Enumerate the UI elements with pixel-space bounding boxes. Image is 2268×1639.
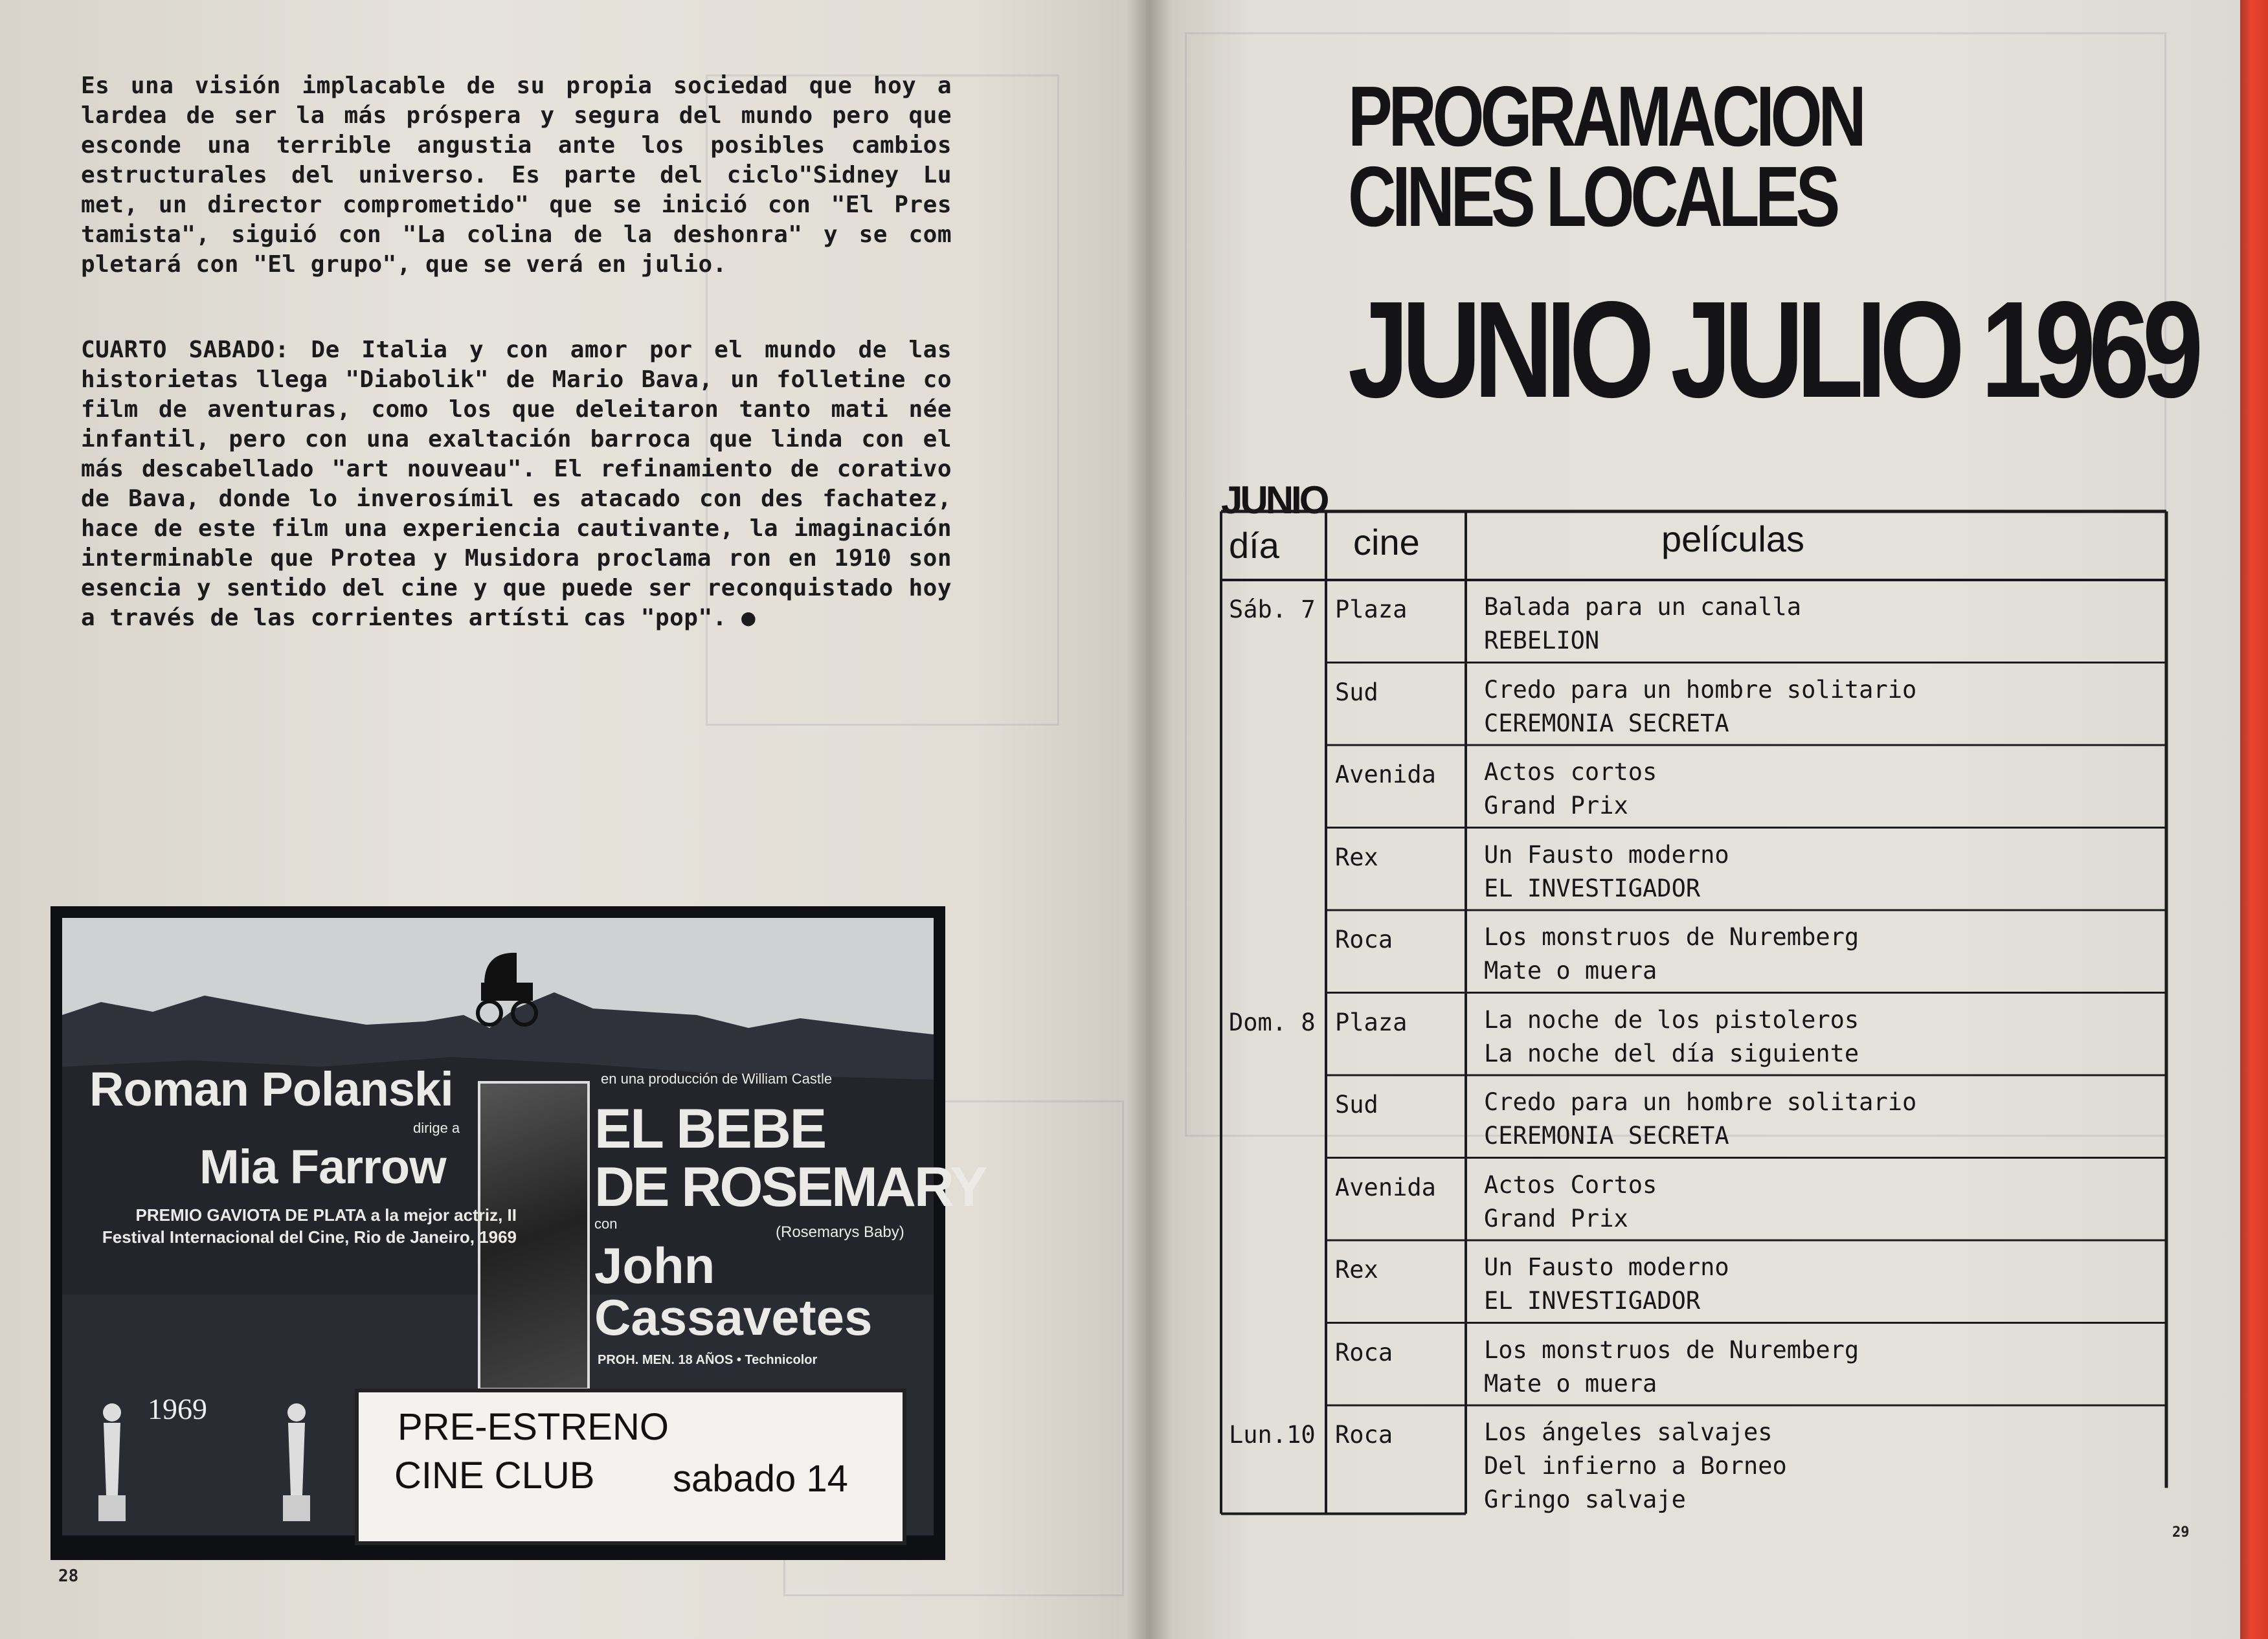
film-title: Actos cortos [1484,758,1657,786]
poster-with-label: con [594,1216,618,1232]
schedule-films [1484,590,1801,658]
schedule-cinema: Rex [1335,843,1378,871]
date-range-title: JUNIO JULIO 1969 [1348,273,2197,426]
schedule-cinema: Roca [1335,926,1393,953]
statuette-icon [274,1398,319,1528]
film-title: Del infierno a Borneo [1484,1452,1787,1480]
poster-award: PREMIO GAVIOTA DE PLATA a la mejor actriz, II Festival Internacional del Cine, Rio de Janeiro, 1969 [102,1205,517,1247]
schedule-films [1484,1003,1859,1071]
poster-original-title: (Rosemarys Baby) [776,1223,904,1241]
baby-carriage-icon [471,945,543,1029]
schedule-day: Dom. 8 [1229,1008,1316,1036]
schedule-cinema: Rex [1335,1256,1378,1284]
back-cover-edge [2240,0,2268,1639]
statuette-icon [89,1398,135,1528]
header-day: día [1229,525,1279,566]
book-gutter [1127,0,1172,1639]
poster-director: Roman Polanski [89,1062,453,1116]
film-title: EL INVESTIGADOR [1484,1287,1701,1315]
film-advertisement [51,906,986,1560]
poster-actress: Mia Farrow [199,1140,446,1194]
title-line1: PROGRAMACION [1348,69,1863,164]
schedule-cinema: Roca [1335,1338,1393,1366]
schedule-day: Sáb. 7 [1229,596,1316,623]
header-cinema: cine [1353,522,1420,563]
film-title: Mate o muera [1484,957,1657,985]
preview-ticket-box [355,1388,906,1545]
schedule-cinema: Sud [1335,678,1378,706]
article-paragraph: CUARTO SABADO: De Italia y con amor por el mundo de las historietas llega "Diabolik" de Mario Bava, un folletine co film de aventuras, como los que deleitaron tanto mati née infantil, pero con una exaltación barroca que linda con el más descabellado "art nouveau". El refinamiento de corativo de Bava, donde lo inverosímil es atacado con des fachatez, hace de este film una experiencia cautivante, la imaginación interminable que Protea y Musidora proclama ron en 1910 son esencia y sentido del cine y que puede ser reconquistado hoy a través de las corrientes artísti cas "pop". ● [81,337,952,631]
schedule-films [1484,1168,1657,1236]
schedule-cinema: Avenida [1335,761,1436,788]
film-title: Actos Cortos [1484,1170,1657,1199]
schedule-films [1484,1251,1729,1318]
page-number: 28 [58,1567,79,1586]
film-title: Un Fausto moderno [1484,1253,1729,1281]
film-title: CEREMONIA SECRETA [1484,1122,1729,1150]
film-title: Los monstruos de Nuremberg [1484,923,1859,951]
right-page [1146,0,2240,1639]
schedule-cinema: Avenida [1335,1173,1436,1201]
film-title: REBELION [1484,627,1600,654]
poster-costar-line1: John [594,1237,715,1294]
film-title: Grand Prix [1484,1204,1628,1232]
poster-costar-line2: Cassavetes [594,1289,873,1346]
film-title: Credo para un hombre solitario [1484,675,1917,704]
schedule-day: Lun.10 [1229,1421,1316,1449]
schedule-films [1484,1416,1787,1517]
schedule-films [1484,1086,1916,1153]
schedule-films [1484,838,1729,906]
schedule-films [1484,755,1657,823]
film-title: Credo para un hombre solitario [1484,1088,1917,1116]
schedule-films [1484,1333,1859,1401]
poster-title-line1: EL BEBE [594,1098,826,1160]
film-title: Los monstruos de Nuremberg [1484,1335,1859,1364]
month-label: JUNIO [1221,478,1327,522]
ticket-date: sabado 14 [673,1458,848,1500]
header-films: películas [1661,518,1805,559]
film-title: La noche del día siguiente [1484,1039,1859,1067]
article-paragraph: Es una visión implacable de su propia sociedad que hoy a lardea de ser la más próspera y segura del mundo pero que esconde una terrible angustia ante los posibles cambios estructurales del universo. Es parte del ciclo"Sidney Lu met, un director comprometido" que se inició con "El Pres tamista", siguió con "La colina de la deshonra" y se com pletará con "El grupo", que se verá en julio. [81,72,952,278]
film-title: Gringo salvaje [1484,1486,1686,1513]
schedule-cinema: Sud [1335,1091,1378,1119]
film-title: La noche de los pistoleros [1484,1005,1859,1034]
ticket-line1: PRE-ESTRENO [398,1406,669,1448]
poster-title-line2: DE ROSEMARY [594,1156,986,1218]
ticket-line2: CINE CLUB [394,1455,595,1497]
poster-year: 1969 [148,1392,207,1425]
film-title: Los ángeles salvajes [1484,1418,1773,1446]
poster-production-credit: en una producción de William Castle [601,1071,833,1087]
film-title: Un Fausto moderno [1484,840,1729,869]
film-title: EL INVESTIGADOR [1484,874,1701,902]
film-title: Grand Prix [1484,792,1628,820]
film-title: CEREMONIA SECRETA [1484,709,1729,737]
film-title: Mate o muera [1484,1369,1657,1398]
poster-directs-label: dirige a [413,1120,460,1136]
schedule-films [1484,920,1859,988]
page-number: 29 [2172,1524,2190,1541]
title-line2: CINES LOCALES [1348,149,1837,244]
schedule-films [1484,673,1916,741]
schedule-cinema: Plaza [1335,1008,1408,1036]
schedule-cinema: Plaza [1335,596,1408,623]
film-title: Balada para un canalla [1484,593,1802,621]
schedule-cinema: Roca [1335,1421,1393,1449]
poster-rating: PROH. MEN. 18 AÑOS • Technicolor [598,1353,818,1367]
